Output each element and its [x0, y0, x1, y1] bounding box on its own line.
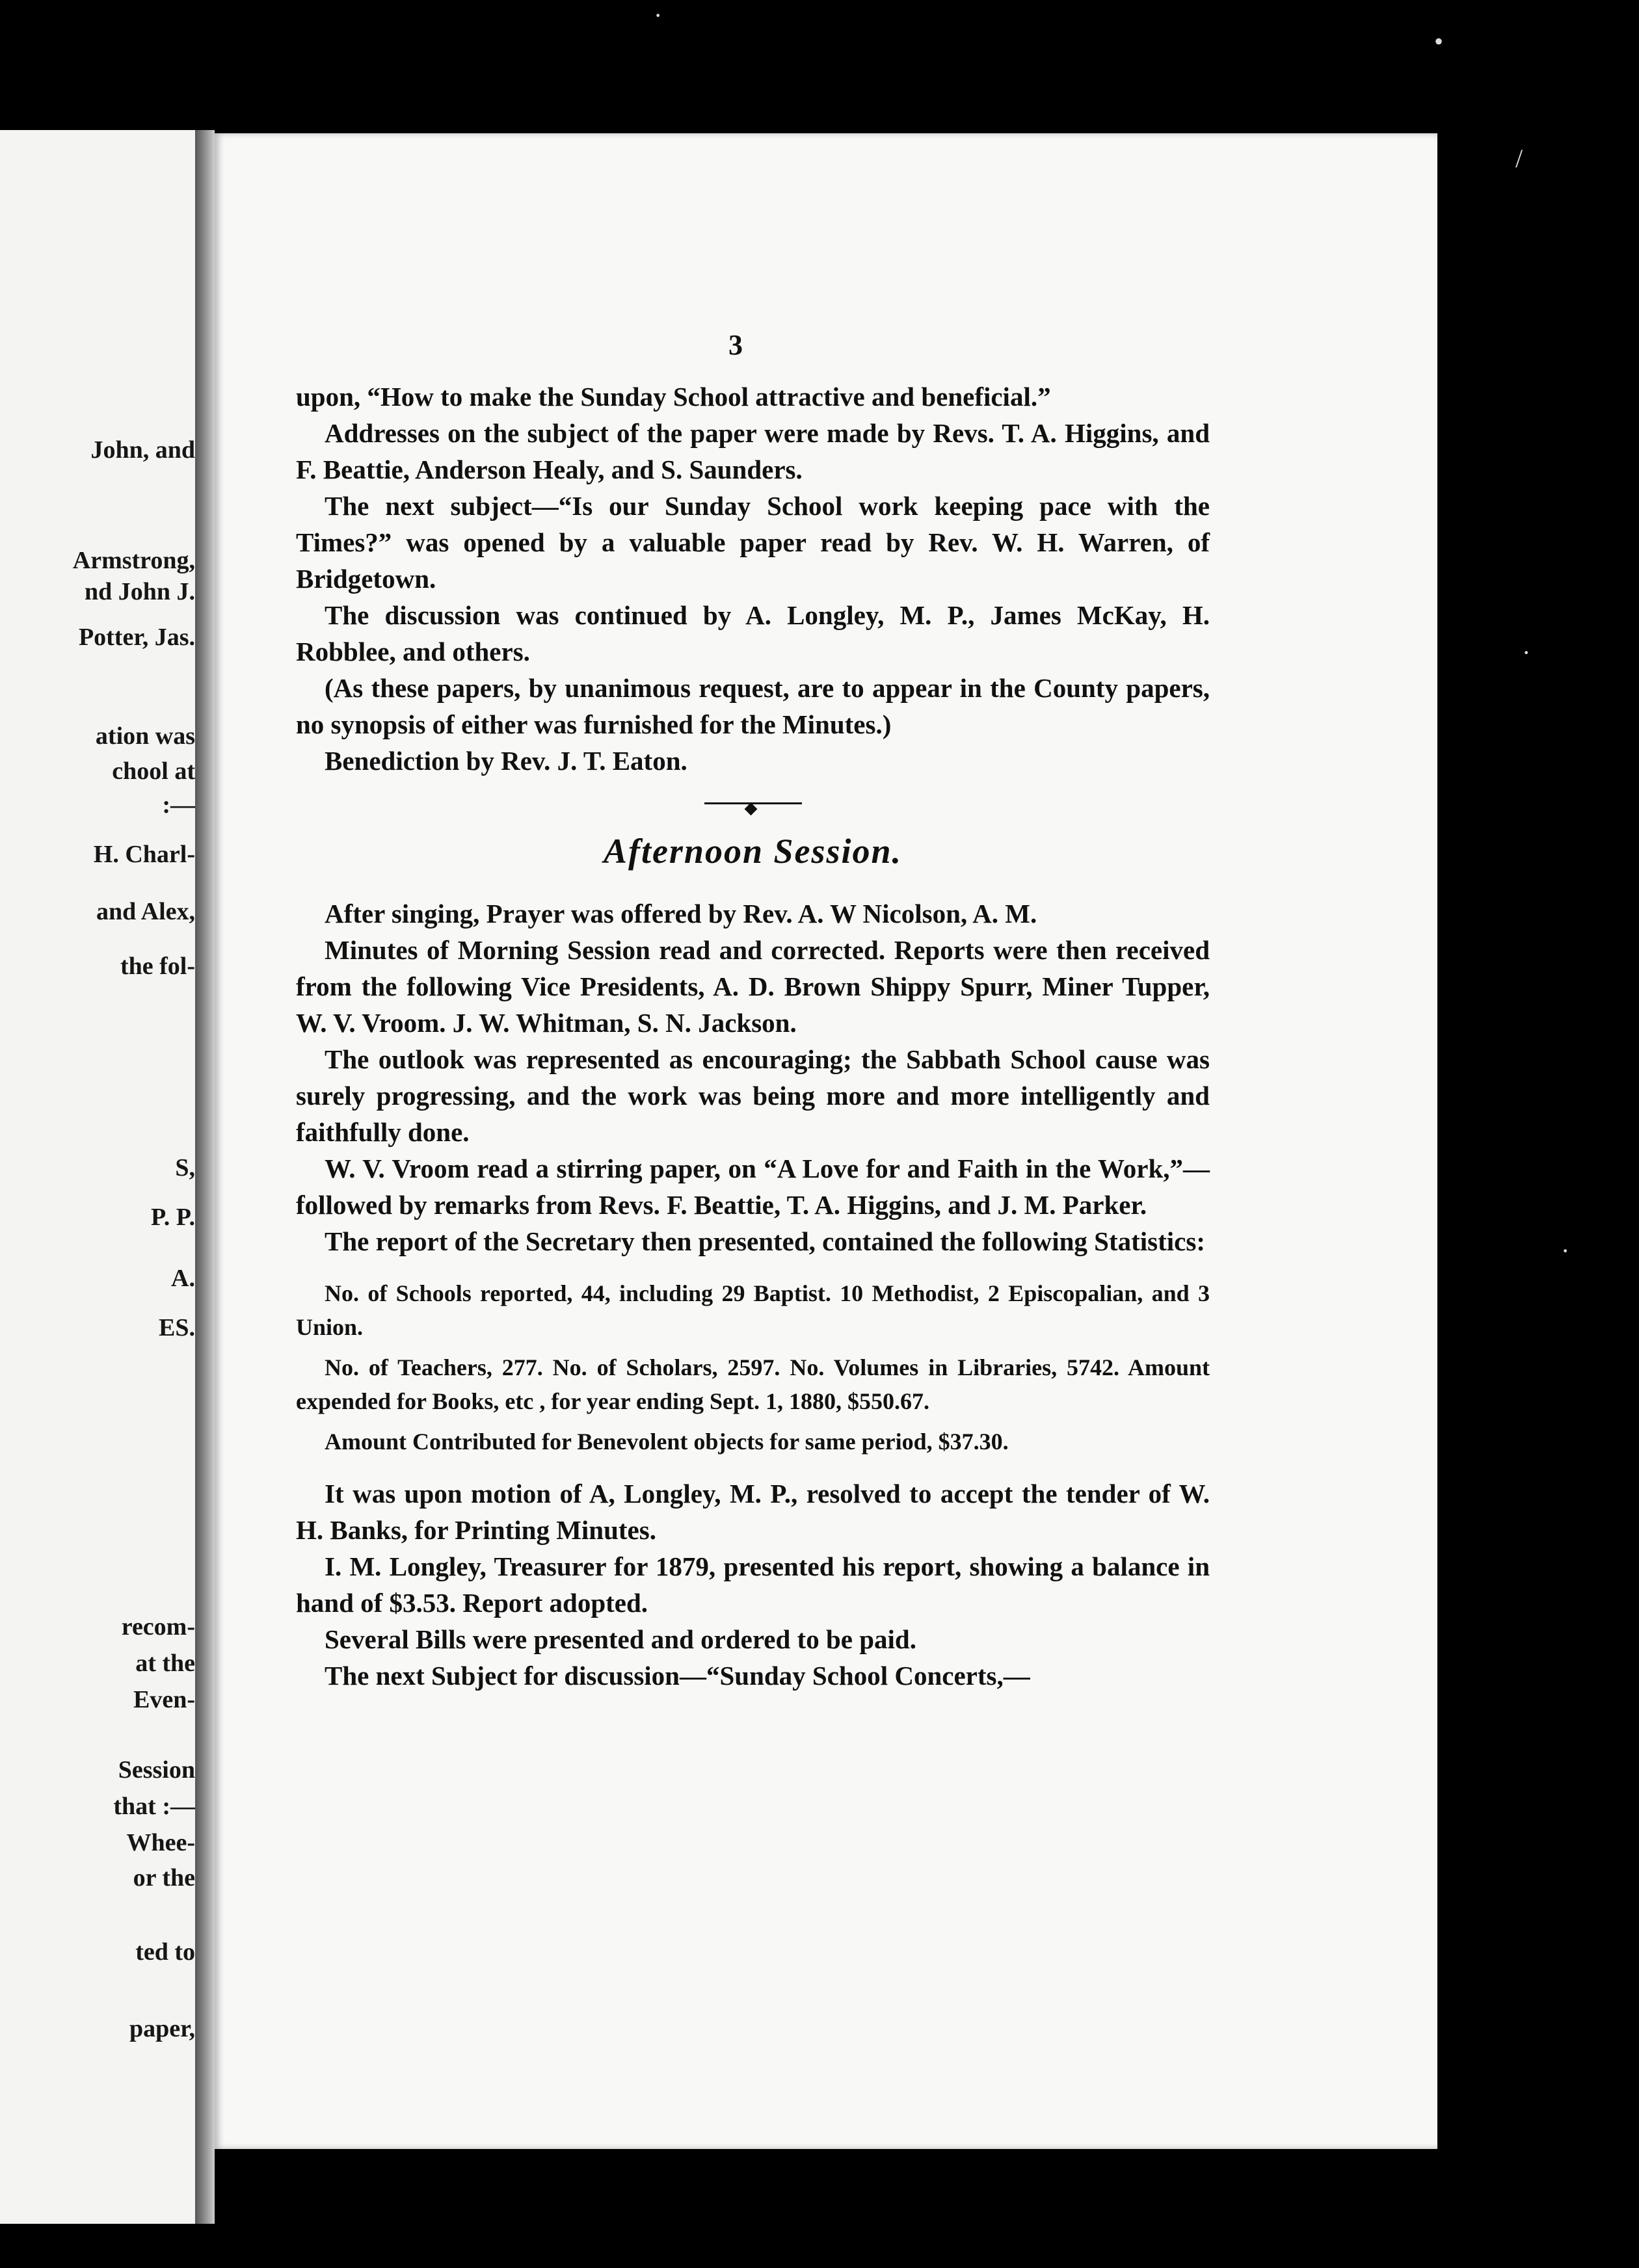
- statistics-line: Amount Contributed for Benevolent objects for same period, $37.30.: [325, 1429, 1009, 1455]
- scan-speck: ·: [1561, 1236, 1570, 1265]
- book-gutter: [195, 130, 215, 2224]
- left-page: [0, 130, 197, 2224]
- left-fragment: John, and: [90, 436, 195, 464]
- left-fragment: ted to: [135, 1938, 195, 1966]
- paragraph: The report of the Secretary then presented, contained the following Statistics:: [325, 1226, 1205, 1256]
- left-fragment: the fol-: [120, 953, 195, 980]
- left-fragment: and Alex,: [96, 898, 195, 925]
- left-fragment: Armstrong,: [72, 547, 195, 574]
- left-fragment: ation was: [95, 722, 195, 750]
- left-fragment: S,: [175, 1154, 195, 1181]
- left-fragment: recom-: [121, 1613, 195, 1641]
- left-fragment: chool at: [112, 758, 195, 785]
- paragraph: It was upon motion of A, Longley, M. P., resolved to accept the tender of W. H. Banks, for Printing Minutes.: [296, 1479, 1210, 1545]
- left-fragment: Session: [118, 1756, 195, 1784]
- paragraph: W. V. Vroom read a stirring paper, on “A Love for and Faith in the Work,”—followed by remarks from Revs. F. Beattie, T. A. Higgins, and J. M. Parker.: [296, 1154, 1210, 1220]
- paragraph: The discussion was continued by A. Longley, M. P., James McKay, H. Robblee, and others.: [296, 600, 1210, 666]
- left-fragment: Potter, Jas.: [78, 624, 195, 651]
- scan-speck: •: [1434, 27, 1444, 56]
- scan-scratch: /: [1515, 144, 1523, 173]
- scan-speck: ·: [1522, 638, 1531, 667]
- paragraph: Minutes of Morning Session read and corrected. Reports were then received from the following Vice Presidents, A. D. Brown Shippy Spurr, Miner Tupper, W. V. Vroom. J. W. Whitman, S. N. Jackson.: [296, 935, 1210, 1038]
- statistics-block: [296, 1276, 1210, 1458]
- page-number: 3: [728, 329, 743, 361]
- section-heading: Afternoon Session.: [603, 832, 903, 871]
- paragraph: Addresses on the subject of the paper were made by Revs. T. A. Higgins, and F. Beattie, Anderson Healy, and S. Saunders.: [296, 418, 1210, 484]
- left-fragment: at the: [135, 1650, 195, 1677]
- page-body: [296, 378, 1210, 1694]
- left-fragment: paper,: [129, 2015, 195, 2042]
- paragraph: The next Subject for discussion—“Sunday School Concerts,—: [325, 1661, 1030, 1691]
- paragraph: Benediction by Rev. J. T. Eaton.: [325, 746, 687, 776]
- paragraph: The outlook was represented as encouraging; the Sabbath School cause was surely progressing, and the work was being more and more intelligently and faithfully done.: [296, 1044, 1210, 1147]
- paragraph: Several Bills were presented and ordered to be paid.: [325, 1624, 916, 1654]
- left-fragment: ES.: [159, 1314, 195, 1341]
- paragraph: The next subject—“Is our Sunday School work keeping pace with the Times?” was opened by a valuable paper read by Rev. W. H. Warren, of Bridgetown.: [296, 491, 1210, 594]
- left-fragment: Whee-: [126, 1829, 195, 1856]
- left-fragment: P. P.: [151, 1204, 195, 1231]
- statistics-line: No. of Teachers, 277. No. of Scholars, 2597. No. Volumes in Libraries, 5742. Amount expended for Books, etc , for year ending Sept. 1, 1880, $550.67.: [296, 1354, 1210, 1414]
- paragraph: (As these papers, by unanimous request, are to appear in the County papers, no synopsis of either was furnished for the Minutes.): [296, 673, 1210, 739]
- paragraph: upon, “How to make the Sunday School attractive and beneficial.”: [296, 382, 1051, 412]
- statistics-line: No. of Schools reported, 44, including 29 Baptist. 10 Methodist, 2 Episcopalian, and 3 Union.: [296, 1280, 1210, 1340]
- section-divider: [704, 802, 802, 804]
- left-fragment: :—: [162, 791, 195, 819]
- left-fragment: that :—: [113, 1793, 195, 1820]
- left-fragment: H. Charl-: [93, 841, 195, 868]
- left-fragment: Even-: [133, 1686, 195, 1713]
- left-fragment: A.: [171, 1265, 195, 1292]
- scan-speck: ·: [654, 1, 663, 30]
- paragraph: After singing, Prayer was offered by Rev. A. W Nicolson, A. M.: [325, 899, 1037, 929]
- paragraph: I. M. Longley, Treasurer for 1879, presented his report, showing a balance in hand of $3.53. Report adopted.: [296, 1551, 1210, 1618]
- left-fragment: nd John J.: [84, 578, 195, 605]
- left-fragment: or the: [133, 1864, 195, 1892]
